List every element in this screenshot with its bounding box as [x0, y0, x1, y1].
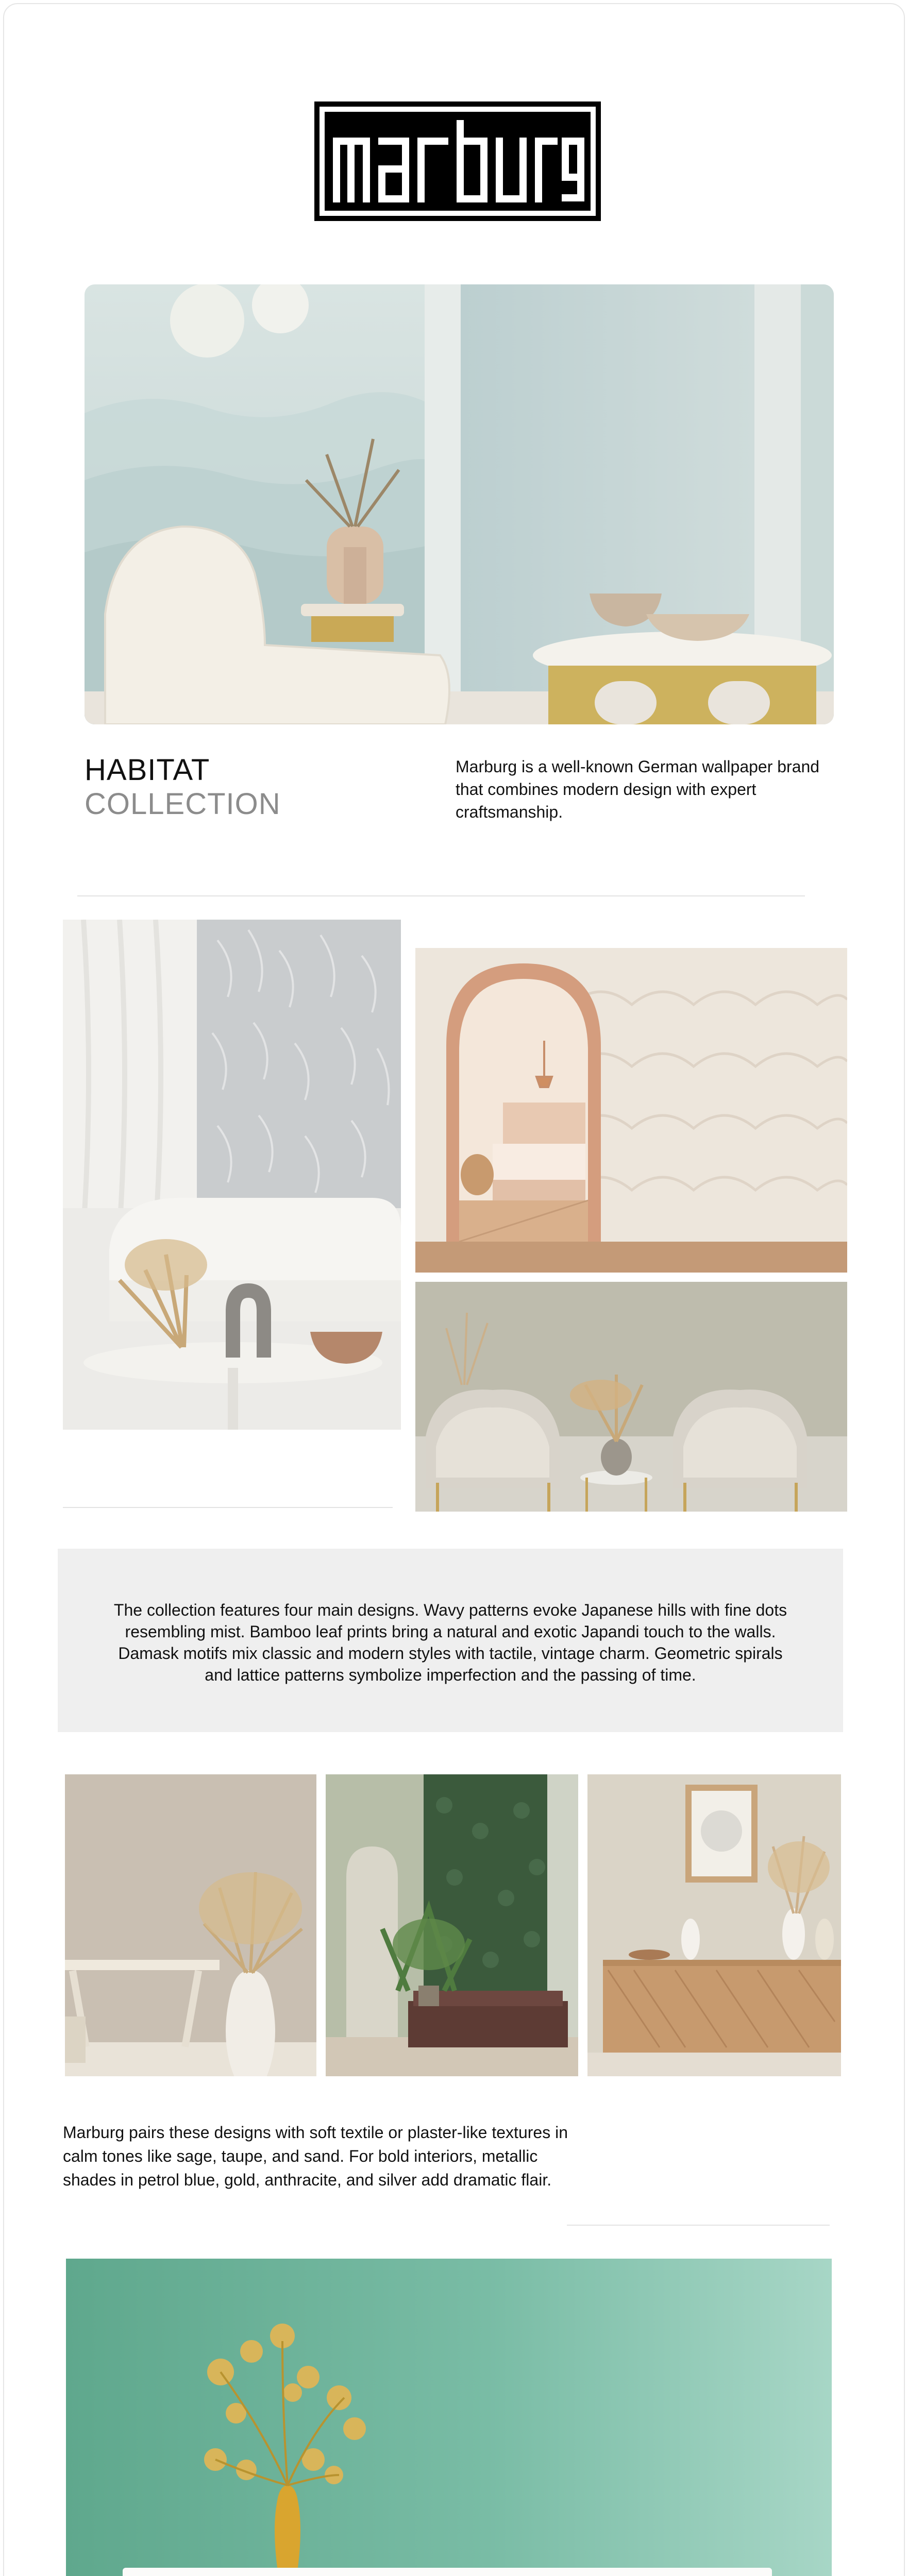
image-arch-doorway: [415, 948, 847, 1273]
image-green-room: [326, 1774, 578, 2076]
pairings-paragraph: Marburg pairs these designs with soft textile or plaster-like textures in calm tones like sage, taupe, and sand. For bold interiors, metallic shades in petrol blue, gold, anthracite, and silver add dramatic flair.: [63, 2123, 568, 2189]
features-paragraph: The collection features four main designs. Wavy patterns evoke Japanese hills with fine dots resembling mist. Bamboo leaf prints bring a natural and exotic Japandi touch to the walls. Damask motifs mix classic and modern styles with tactile, vintage charm. Geometric spirals and lattice patterns symbolize imperfection and the passing of time.: [113, 1601, 787, 1684]
image-fireplace-mantel: [66, 2259, 832, 2576]
image-bench-vase: [65, 1774, 316, 2076]
collection-subtitle: COLLECTION: [85, 787, 281, 821]
marburg-logo: [314, 101, 601, 221]
divider: [77, 895, 805, 896]
intro-paragraph: Marburg is a well-known German wallpaper brand that combines modern design with expert craftsmanship.: [456, 757, 820, 821]
hero-image-living-room: [85, 284, 834, 724]
image-armchairs: [415, 1282, 847, 1512]
divider: [567, 2225, 830, 2226]
divider: [63, 1507, 393, 1508]
image-sofa-leaf-wallpaper: [63, 920, 401, 1430]
image-sideboard: [587, 1774, 841, 2076]
collection-title: HABITAT: [85, 753, 210, 787]
